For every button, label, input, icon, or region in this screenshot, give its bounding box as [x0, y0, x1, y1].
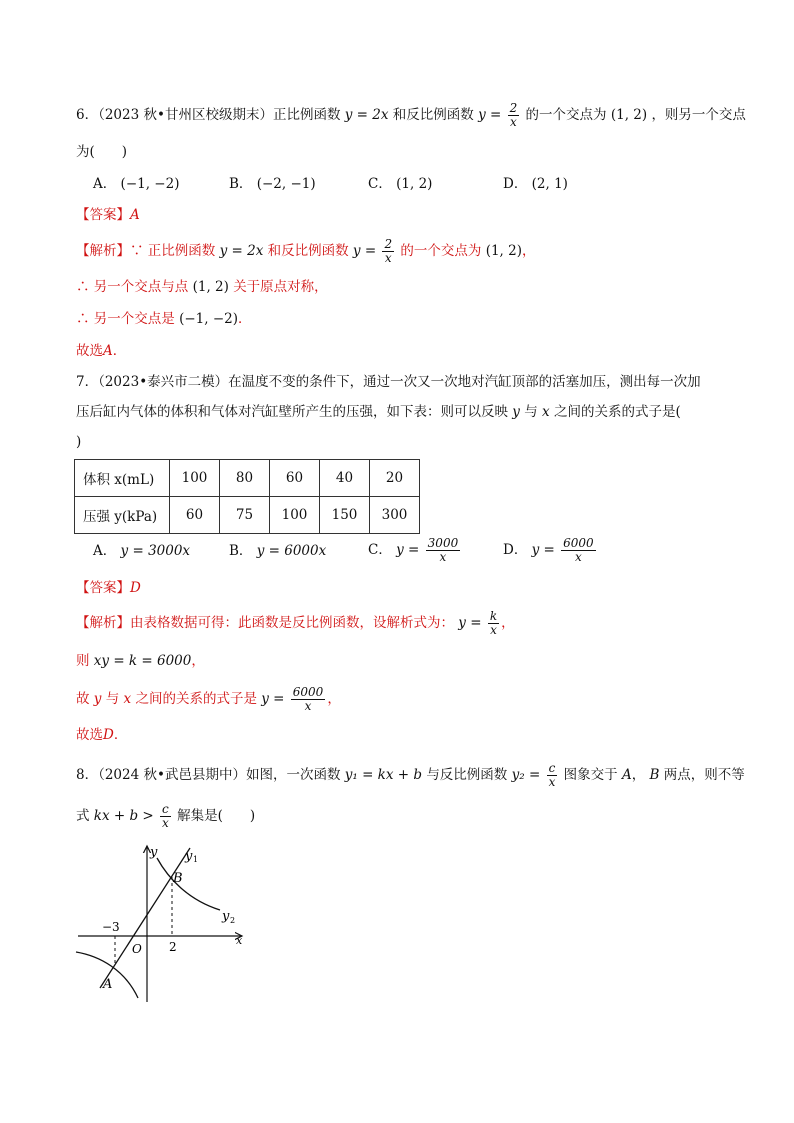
q7-option-b-label: B．	[229, 543, 253, 559]
q7-analysis-line3	[76, 686, 341, 713]
table-cell: 20	[370, 460, 420, 497]
table-cell: 75	[220, 497, 270, 534]
point-a-label: A	[103, 977, 113, 992]
q6-prefix: 6．（2023 秋•甘州区校级期末）正比例函数	[76, 107, 341, 123]
table-cell: 150	[320, 497, 370, 534]
q7-option-a-label: A．	[93, 543, 117, 559]
q6-option-c-value: (1, 2)	[396, 176, 433, 192]
q6-analysis-l3-end: ．	[238, 311, 252, 327]
q7-analysis-l3-eqy: y =	[261, 691, 285, 707]
q8-line1-y2: y₂ =	[511, 767, 541, 783]
q7-option-b[interactable]	[229, 541, 326, 561]
q7-row2-head: 压强 y(kPa)	[75, 497, 170, 534]
q8-line2-ineq: kx + b >	[93, 808, 154, 824]
table-cell: 40	[320, 460, 370, 497]
q8-line1-A: A	[621, 767, 632, 783]
q6-analysis-l2a: ∴ 另一个交点与点	[76, 279, 189, 295]
q6-frac-num: 2	[509, 101, 518, 115]
q6-suffix: 的一个交点为	[525, 107, 607, 123]
q6-option-c-label: C．	[368, 176, 392, 192]
q7-analysis-den: x	[488, 623, 499, 637]
q6-option-a-label: A．	[93, 176, 117, 192]
y-axis-label: y	[150, 845, 158, 860]
q8-line1-den: x	[548, 775, 556, 789]
q7-analysis-line2	[76, 651, 205, 671]
q7-analysis-l3-end: ，	[327, 691, 341, 707]
q6-option-d-value: (2, 1)	[531, 176, 568, 192]
q7-analysis-fraction	[488, 610, 499, 637]
q6-y-eq: y =	[478, 107, 502, 123]
q7-analysis-l3-den: x	[291, 699, 326, 713]
q6-choice	[76, 341, 126, 361]
q6-choice-value: A	[103, 343, 113, 359]
q6-analysis-end: ，	[521, 243, 536, 259]
table-cell: 300	[370, 497, 420, 534]
q6-analysis-text3: 的一个交点为	[400, 243, 482, 259]
q6-analysis-l2-point: (1, 2)	[192, 279, 229, 295]
q7-option-b-value: y = 6000x	[256, 543, 327, 559]
q7-option-d-y: y =	[531, 542, 555, 558]
q6-option-d-label: D．	[503, 176, 528, 192]
q8-line1-d: ，	[631, 767, 646, 783]
q6-option-c[interactable]	[368, 174, 432, 194]
q7-line2-a: 压后缸内气体的体积和气体对汽缸壁所产生的压强，如下表：则可以反映	[76, 404, 508, 420]
q8-line1-e: 两点，则不等	[663, 767, 745, 783]
q7-option-c-fraction	[426, 537, 461, 564]
q7-option-d-den: x	[561, 550, 596, 564]
q7-analysis-l2-end: ，	[191, 653, 205, 669]
q6-answer	[76, 205, 140, 225]
tick-2-label: 2	[169, 940, 177, 954]
q7-line3: )	[76, 434, 82, 450]
q7-analysis-l3-fraction	[291, 686, 326, 713]
q8-line1-c: 图象交于	[563, 767, 618, 783]
q6-line1	[76, 102, 746, 129]
q6-end: ，则另一个交点	[651, 107, 746, 123]
q7-option-c-y: y =	[396, 542, 420, 558]
x-axis-label: x	[236, 934, 243, 947]
y2-subscript: 2	[230, 916, 236, 925]
q7-option-d-fraction	[561, 537, 596, 564]
q7-analysis-end: ，	[501, 615, 515, 631]
q7-analysis-l3x: x	[123, 691, 132, 707]
q6-frac-den: x	[508, 115, 520, 129]
origin-label: O	[132, 942, 142, 956]
q7-line2-c: 之间的关系的式子是(	[553, 404, 681, 420]
q8-line1-b: 与反比例函数	[426, 767, 508, 783]
q7-line1: 7．（2023•泰兴市二模）在温度不变的条件下，通过一次又一次地对汽缸顶部的活塞加压，测出每一次加	[76, 374, 701, 390]
q7-analysis-l2-eq: xy = k = 6000	[93, 653, 192, 669]
q8-line2-b: 解集是( )	[177, 808, 256, 824]
q6-analysis-y: y =	[352, 243, 377, 259]
q6-analysis-den: x	[382, 251, 394, 265]
q6-option-d[interactable]	[503, 174, 568, 194]
q8-line1-B: B	[649, 767, 660, 783]
q8-line1-num: c	[548, 761, 556, 775]
q7-option-a-value: y = 3000x	[120, 543, 191, 559]
q6-mid: 和反比例函数	[392, 107, 474, 123]
q7-option-d-num: 6000	[563, 536, 594, 550]
q7-line2-x: x	[542, 404, 550, 420]
q7-analysis-text: 由表格数据可得：此函数是反比例函数，设解析式为：	[130, 615, 454, 631]
q7-choice-text: 故选	[76, 727, 103, 743]
q7-analysis-y: y =	[458, 615, 482, 631]
q7-answer-label: 【答案】	[76, 580, 130, 596]
y1-subscript: 1	[193, 855, 199, 864]
q6-answer-value: A	[130, 207, 140, 223]
q8-line2	[76, 803, 255, 830]
q6-option-b[interactable]	[229, 174, 316, 194]
q7-line2-y: y	[512, 404, 520, 420]
q6-choice-end: ．	[112, 343, 127, 359]
q7-analysis-num: k	[489, 609, 498, 623]
q8-line1-fraction	[547, 762, 558, 789]
q6-analysis-line3	[76, 309, 252, 329]
q7-row1-head: 体积 x(mL)	[75, 460, 170, 497]
q6-line2: 为( )	[76, 144, 128, 160]
q7-answer	[76, 578, 141, 598]
q7-option-c-den: x	[426, 550, 461, 564]
q8-line1	[76, 762, 745, 789]
q6-analysis-l3-point: (−1, −2)	[179, 311, 239, 327]
q7-line2	[76, 402, 681, 422]
table-cell: 100	[170, 460, 220, 497]
q7-analysis-l2a: 则	[76, 653, 90, 669]
q7-option-d[interactable]	[503, 537, 598, 564]
q7-analysis-line1	[76, 610, 515, 637]
point-b-label: B	[173, 871, 183, 886]
q6-analysis-l3a: ∴ 另一个交点是	[76, 311, 175, 327]
q7-analysis-l3-num: 6000	[292, 685, 324, 699]
q8-function-graph	[70, 840, 260, 1005]
q6-option-a-value: (−1, −2)	[120, 176, 180, 192]
q7-choice	[76, 725, 127, 745]
q7-analysis-l3b: 与	[105, 691, 120, 707]
q6-option-b-label: B．	[229, 176, 253, 192]
q6-analysis-num: 2	[384, 237, 393, 251]
q7-option-c-label: C．	[368, 542, 392, 558]
q6-analysis-fraction	[382, 238, 394, 265]
q7-answer-value: D	[130, 580, 141, 596]
q6-analysis-text2: 和反比例函数	[267, 243, 349, 259]
q7-option-a[interactable]	[93, 541, 190, 561]
q8-line1-a: 8．（2024 秋•武邑县期中）如图，一次函数	[76, 767, 341, 783]
q6-analysis-line1	[76, 238, 535, 265]
q8-line2-fraction	[160, 803, 171, 830]
q8-line2-a: 式	[76, 808, 90, 824]
q6-analysis-eq: y = 2x	[219, 243, 264, 259]
table-cell: 80	[220, 460, 270, 497]
q7-choice-end: ．	[113, 727, 128, 743]
q8-line2-num: c	[162, 802, 169, 816]
table-cell: 60	[270, 460, 320, 497]
q6-analysis-line2	[76, 277, 328, 297]
table-row	[75, 497, 420, 534]
table-cell: 60	[170, 497, 220, 534]
q6-fraction	[508, 102, 520, 129]
q7-option-c[interactable]	[368, 537, 462, 564]
q7-analysis-l3a: 故	[76, 691, 90, 707]
q7-choice-value: D	[103, 727, 114, 743]
q7-option-d-label: D．	[503, 542, 528, 558]
tick-neg3-label: −3	[102, 920, 120, 934]
q7-analysis-label: 【解析】	[76, 615, 130, 631]
y1-label: y	[185, 849, 193, 864]
q6-analysis-text: ∵ 正比例函数	[130, 243, 216, 259]
q6-analysis-l2b: 关于原点对称，	[233, 279, 328, 295]
q7-analysis-l3y: y	[93, 691, 102, 707]
q7-line2-b: 与	[524, 404, 538, 420]
q6-eq1: y = 2x	[344, 107, 389, 123]
q8-line1-eq1: y₁ = kx + b	[344, 767, 423, 783]
q6-option-b-value: (−2, −1)	[256, 176, 316, 192]
q8-line2-den: x	[162, 816, 169, 830]
q6-option-a[interactable]	[93, 174, 179, 194]
y2-label: y	[222, 909, 230, 924]
q6-choice-text: 故选	[76, 343, 103, 359]
q6-analysis-point: (1, 2)	[485, 243, 522, 259]
q7-option-c-num: 3000	[427, 536, 459, 550]
q7-data-table	[74, 459, 420, 534]
table-cell: 100	[270, 497, 320, 534]
q6-analysis-label: 【解析】	[76, 243, 130, 259]
q6-point: (1, 2)	[610, 107, 648, 123]
table-row	[75, 460, 420, 497]
q7-analysis-l3c: 之间的关系的式子是	[135, 691, 257, 707]
q6-answer-label: 【答案】	[76, 207, 130, 223]
